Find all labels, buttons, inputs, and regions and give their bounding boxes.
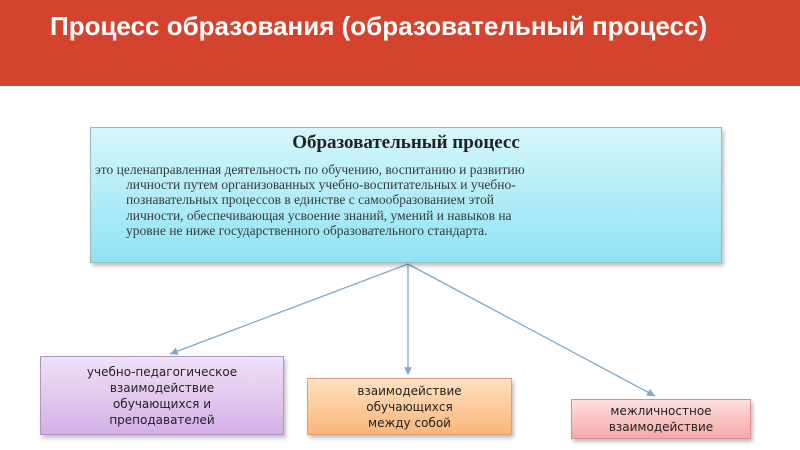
interpersonal-interaction-box <box>571 399 751 439</box>
interpersonal-interaction-label: межличностное взаимодействие <box>608 404 714 434</box>
definition-line: личности путем организованных учебно-воспитательных и учебно- <box>126 177 516 193</box>
slide-title: Процесс образования (образовательный процесс) <box>50 11 708 41</box>
definition-line: это целенаправленная деятельность по обучению, воспитанию и развитию <box>95 162 525 177</box>
educational-process-title: Образовательный процесс <box>292 132 520 153</box>
student-interaction-box <box>307 378 512 435</box>
arrow-to-teaching-interaction <box>170 264 408 354</box>
teacher-student-interaction-label: учебно-педагогическое взаимодействие обучающихся и преподавателей <box>86 364 238 427</box>
definition-line: личности, обеспечивающая усвоение знаний, умений и навыков на <box>126 207 512 223</box>
educational-process-definition <box>91 162 721 238</box>
educational-process-box <box>90 127 722 263</box>
definition-line: уровне не ниже государственного образовательного стандарта. <box>126 222 488 238</box>
teacher-student-interaction-box <box>40 356 284 435</box>
student-interaction-label: взаимодействие обучающихся между собой <box>357 383 462 430</box>
arrow-to-interpersonal-interaction <box>408 264 655 396</box>
definition-line: познавательных процессов в единстве с самообразованием этой <box>126 192 494 208</box>
